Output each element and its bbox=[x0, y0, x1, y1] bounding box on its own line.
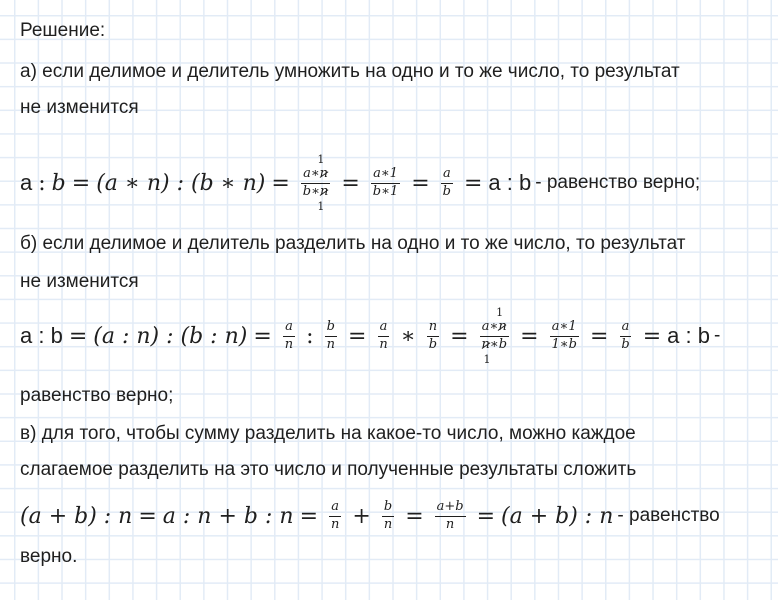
numerator: a bbox=[329, 500, 341, 517]
fraction bbox=[329, 500, 341, 533]
part-b-text-line2: не изменится bbox=[20, 271, 139, 292]
numerator: a∗1 bbox=[371, 167, 400, 184]
numerator: a∗1 bbox=[550, 320, 579, 337]
expression: a : n + b : n bbox=[162, 503, 294, 529]
numerator: a bbox=[283, 320, 295, 337]
numerator: b bbox=[325, 320, 337, 337]
expression: (a : n) : (b : n) bbox=[93, 323, 248, 349]
equals-op: = bbox=[463, 170, 483, 196]
part-a-text-line1: а) если делимое и делитель умножить на одно и то же число, то результат bbox=[20, 61, 680, 82]
expression: (a ∗ n) : (b ∗ n) bbox=[96, 170, 266, 196]
equals-op: = bbox=[405, 503, 424, 529]
fraction bbox=[325, 320, 337, 353]
numerator: a∗ bbox=[303, 165, 320, 181]
denominator: b bbox=[428, 336, 438, 352]
equals-op: = bbox=[341, 170, 360, 196]
lhs: a : b bbox=[20, 323, 63, 348]
plus-op: + bbox=[352, 503, 371, 529]
denominator: b bbox=[621, 336, 630, 352]
result: (a + b) : n bbox=[501, 503, 614, 529]
denominator: b∗1 bbox=[372, 183, 399, 199]
equals-op: = bbox=[271, 170, 290, 196]
fraction-cancelled bbox=[301, 152, 331, 214]
denominator: b bbox=[442, 183, 451, 199]
equals-op: = bbox=[642, 323, 662, 349]
numerator: a bbox=[620, 320, 632, 337]
part-b-text-line1: б) если делимое и делитель разделить на одно и то же число, то результат bbox=[20, 233, 686, 254]
numerator: a bbox=[441, 167, 453, 184]
part-c-formula bbox=[20, 492, 720, 540]
cancelled-n: n bbox=[498, 318, 507, 334]
equals-op: = bbox=[347, 323, 367, 349]
conclusion: - равенство верно; bbox=[535, 172, 701, 193]
equals-op: = bbox=[450, 323, 469, 349]
result: a : b bbox=[488, 170, 532, 195]
numerator: b bbox=[382, 500, 394, 517]
var-a: a bbox=[20, 170, 33, 195]
dash: - bbox=[713, 325, 721, 346]
fraction bbox=[619, 320, 631, 353]
var-b: b bbox=[51, 170, 66, 196]
denominator: n bbox=[331, 516, 340, 532]
part-c-text-line1: в) для того, чтобы сумму разделить на какое-то число, можно каждое bbox=[20, 423, 636, 444]
result: a : b bbox=[667, 323, 710, 348]
multiply-op: ∗ bbox=[400, 323, 416, 349]
numerator: a+b bbox=[435, 500, 466, 517]
numerator: a bbox=[378, 320, 390, 337]
denominator: n bbox=[379, 336, 388, 352]
equals-op: = bbox=[589, 323, 609, 349]
cancel-result-bottom: 1 bbox=[317, 200, 325, 214]
conclusion: - равенство bbox=[617, 505, 720, 526]
part-c-text-line2: слагаемое разделить на это число и полученные результаты сложить bbox=[20, 459, 637, 480]
fraction bbox=[371, 167, 400, 200]
cancelled-n: n bbox=[319, 165, 329, 181]
fraction-cancelled bbox=[480, 305, 510, 367]
denominator: n bbox=[383, 516, 393, 532]
equals-op: = bbox=[71, 170, 91, 196]
equals-op: = bbox=[299, 503, 318, 529]
fraction bbox=[377, 320, 389, 353]
equals-op: = bbox=[253, 323, 272, 349]
part-b-text-line3: равенство верно; bbox=[20, 385, 174, 406]
cancel-result-top: 1 bbox=[317, 152, 325, 166]
part-a-formula bbox=[20, 150, 700, 216]
equals-op: = bbox=[138, 503, 157, 529]
cancel-result-top: 1 bbox=[496, 305, 504, 319]
equals-op: = bbox=[476, 503, 496, 529]
colon-op: : bbox=[306, 323, 314, 349]
fraction bbox=[441, 167, 453, 200]
part-c-text-line3: верно. bbox=[20, 546, 78, 567]
fraction bbox=[382, 500, 394, 533]
equals-op: = bbox=[520, 323, 539, 349]
cancelled-n: n bbox=[319, 183, 329, 199]
denominator: n bbox=[326, 336, 335, 352]
denominator: n bbox=[445, 516, 455, 532]
part-a-text-line2: не изменится bbox=[20, 97, 139, 118]
numerator: a∗ bbox=[481, 318, 499, 334]
fraction bbox=[283, 320, 295, 353]
part-b-formula bbox=[20, 303, 720, 369]
colon-op: : bbox=[38, 170, 46, 196]
denominator: 1∗b bbox=[551, 336, 577, 352]
cancel-result-bottom: 1 bbox=[483, 353, 491, 367]
denominator: n bbox=[284, 336, 294, 352]
equals-op: = bbox=[68, 323, 88, 349]
fraction bbox=[435, 500, 466, 533]
lhs: (a + b) : n bbox=[20, 503, 133, 529]
denominator: b∗ bbox=[302, 183, 320, 199]
fraction bbox=[427, 320, 439, 353]
cancelled-n: n bbox=[481, 336, 490, 352]
equals-op: = bbox=[411, 170, 430, 196]
heading: Решение: bbox=[20, 20, 106, 41]
fraction bbox=[550, 320, 579, 353]
denominator: ∗b bbox=[489, 336, 508, 352]
numerator: n bbox=[427, 320, 439, 337]
